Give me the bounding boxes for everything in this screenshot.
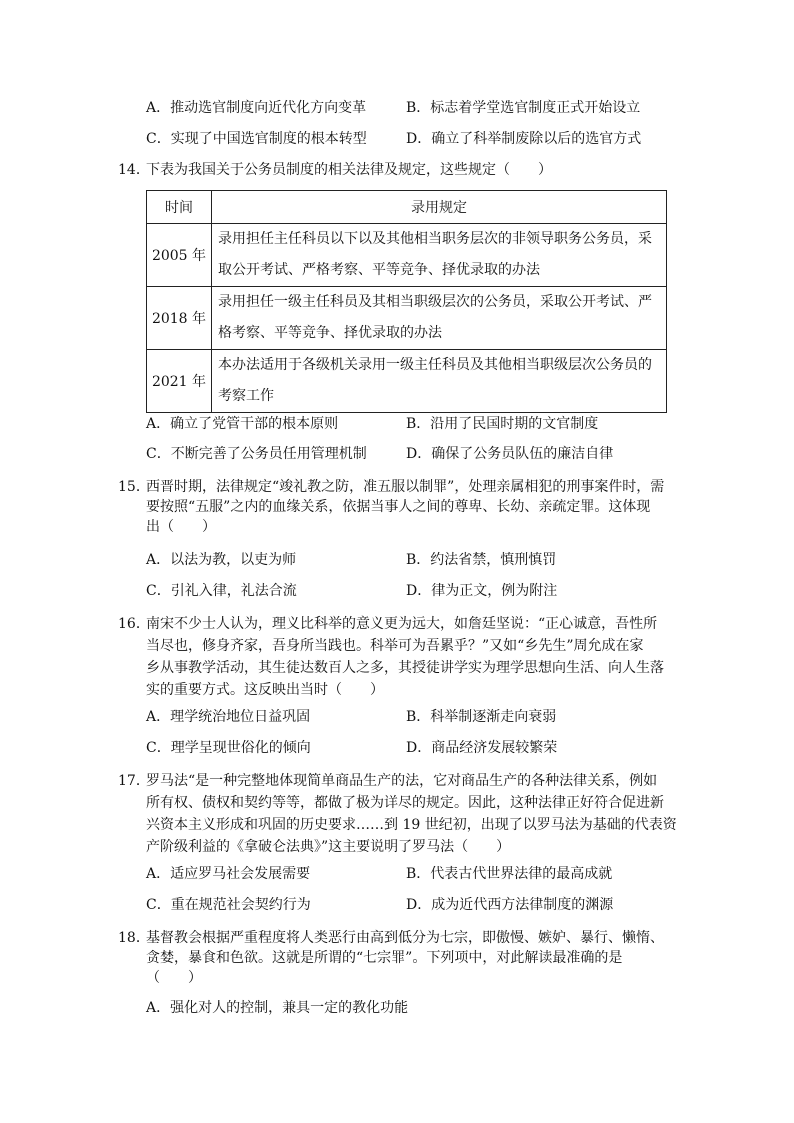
- q17-number: 17．: [118, 773, 150, 789]
- table-row: [147, 224, 667, 287]
- q15-number: 15．: [118, 479, 150, 495]
- q16-stem-line: 实的重要方式。这反映出当时（ ）: [146, 682, 384, 698]
- q13-option-a[interactable]: A．推动选官制度向近代化方向变革: [146, 100, 367, 116]
- q15-option-d[interactable]: D．律为正文，例为附注: [406, 583, 558, 599]
- table-cell-rule: [212, 287, 667, 350]
- q14-rules-table: [146, 190, 667, 413]
- q15-stem-line: 要按照“五服”之内的血缘关系，依据当事人之间的尊卑、长幼、亲疏定罪。这体现: [146, 499, 651, 515]
- rule-line: 格考察、平等竞争、择优录取的办法: [218, 325, 442, 341]
- q14-option-d[interactable]: D．确保了公务员队伍的廉洁自律: [406, 446, 614, 462]
- rule-line: 本办法适用于各级机关录用一级主任科员及其他相当职级层次公务员的: [218, 357, 652, 373]
- q16-number: 16．: [118, 616, 150, 632]
- q14-option-c[interactable]: C．不断完善了公务员任用管理机制: [146, 446, 367, 462]
- q14-option-a[interactable]: A．确立了党管干部的根本原则: [146, 416, 339, 432]
- q18-option-a[interactable]: A．强化对人的控制，兼具一定的教化功能: [146, 1000, 409, 1016]
- q17-stem-line: 所有权、债权和契约等等，都做了极为详尽的规定。因此，这种法律正好符合促进新: [146, 795, 664, 811]
- q17-option-a[interactable]: A．适应罗马社会发展需要: [146, 866, 311, 882]
- q13-option-b[interactable]: B．标志着学堂选官制度正式开始设立: [406, 100, 641, 116]
- q18-stem-line: 基督教会根据严重程度将人类恶行由高到低分为七宗，即傲慢、嫉妒、暴行、懒惰、: [146, 930, 664, 946]
- q16-option-d[interactable]: D．商品经济发展较繁荣: [406, 740, 558, 756]
- rule-line: 取公开考试、严格考察、平等竞争、择优录取的办法: [218, 262, 540, 278]
- table-header-row: [147, 191, 667, 224]
- q17-stem-line: 罗马法“是一种完整地体现简单商品生产的法，它对商品生产的各种法律关系，例如: [146, 773, 658, 789]
- q18-stem-line: 贪婪，暴食和色欲。这就是所谓的“七宗罪”。下列项中，对此解读最准确的是: [146, 950, 623, 966]
- rule-line: 考察工作: [218, 388, 274, 404]
- q18-stem-line: （ ）: [146, 970, 202, 986]
- q14-stem: 下表为我国关于公务员制度的相关法律及规定，这些规定（ ）: [146, 162, 552, 178]
- table-cell-rule: [212, 350, 667, 413]
- q14-number: 14．: [118, 162, 150, 178]
- q16-option-b[interactable]: B．科举制逐渐走向衰弱: [406, 709, 557, 725]
- q13-option-d[interactable]: D．确立了科举制废除以后的选官方式: [406, 131, 642, 147]
- q16-stem-line: 当尽也，修身齐家，吾身所当践也。科举可为吾累乎？”又如“乡先生”周允成在家: [146, 638, 644, 654]
- q15-option-a[interactable]: A．以法为教，以吏为师: [146, 552, 297, 568]
- table-cell-year: 2005 年: [147, 224, 212, 287]
- q15-option-c[interactable]: C．引礼入律，礼法合流: [146, 583, 297, 599]
- table-cell-rule: [212, 224, 667, 287]
- table-header-time: 时间: [147, 191, 212, 224]
- table-row: [147, 287, 667, 350]
- q18-number: 18．: [118, 930, 150, 946]
- q16-stem-line: 南宋不少士人认为，理义比科举的意义更为远大，如詹廷坚说：“正心诚意，吾性所: [146, 616, 658, 632]
- table-header-rule: 录用规定: [212, 191, 667, 224]
- q17-option-d[interactable]: D．成为近代西方法律制度的渊源: [406, 897, 614, 913]
- q15-option-b[interactable]: B．约法省禁，慎刑慎罚: [406, 552, 557, 568]
- q17-stem-line: 兴资本主义形成和巩固的历史要求……到 19 世纪初，出现了以罗马法为基础的代表资: [146, 817, 677, 833]
- q16-option-c[interactable]: C．理学呈现世俗化的倾向: [146, 740, 311, 756]
- q17-option-b[interactable]: B．代表古代世界法律的最高成就: [406, 866, 613, 882]
- rule-line: 录用担任主任科员以下以及其他相当职务层次的非领导职务公务员，采: [218, 231, 652, 247]
- rule-line: 录用担任一级主任科员及其相当职级层次的公务员，采取公开考试、严: [218, 294, 652, 310]
- table-cell-year: 2021 年: [147, 350, 212, 413]
- q13-option-c[interactable]: C．实现了中国选官制度的根本转型: [146, 131, 367, 147]
- q17-option-c[interactable]: C．重在规范社会契约行为: [146, 897, 311, 913]
- q17-stem-line: 产阶级利益的《拿破仑法典》”这主要说明了罗马法（ ）: [146, 839, 511, 855]
- table-row: [147, 350, 667, 413]
- q16-stem-line: 乡从事教学活动，其生徒达数百人之多，其授徒讲学实为理学思想向生活、向人生落: [146, 660, 664, 676]
- q15-stem-line: 出（ ）: [146, 519, 216, 535]
- q14-option-b[interactable]: B．沿用了民国时期的文官制度: [406, 416, 599, 432]
- table-cell-year: 2018 年: [147, 287, 212, 350]
- q16-option-a[interactable]: A．理学统治地位日益巩固: [146, 709, 311, 725]
- q15-stem-line: 西晋时期，法律规定“竣礼教之防，准五服以制罪”，处理亲属相犯的刑事案件时，需: [146, 479, 665, 495]
